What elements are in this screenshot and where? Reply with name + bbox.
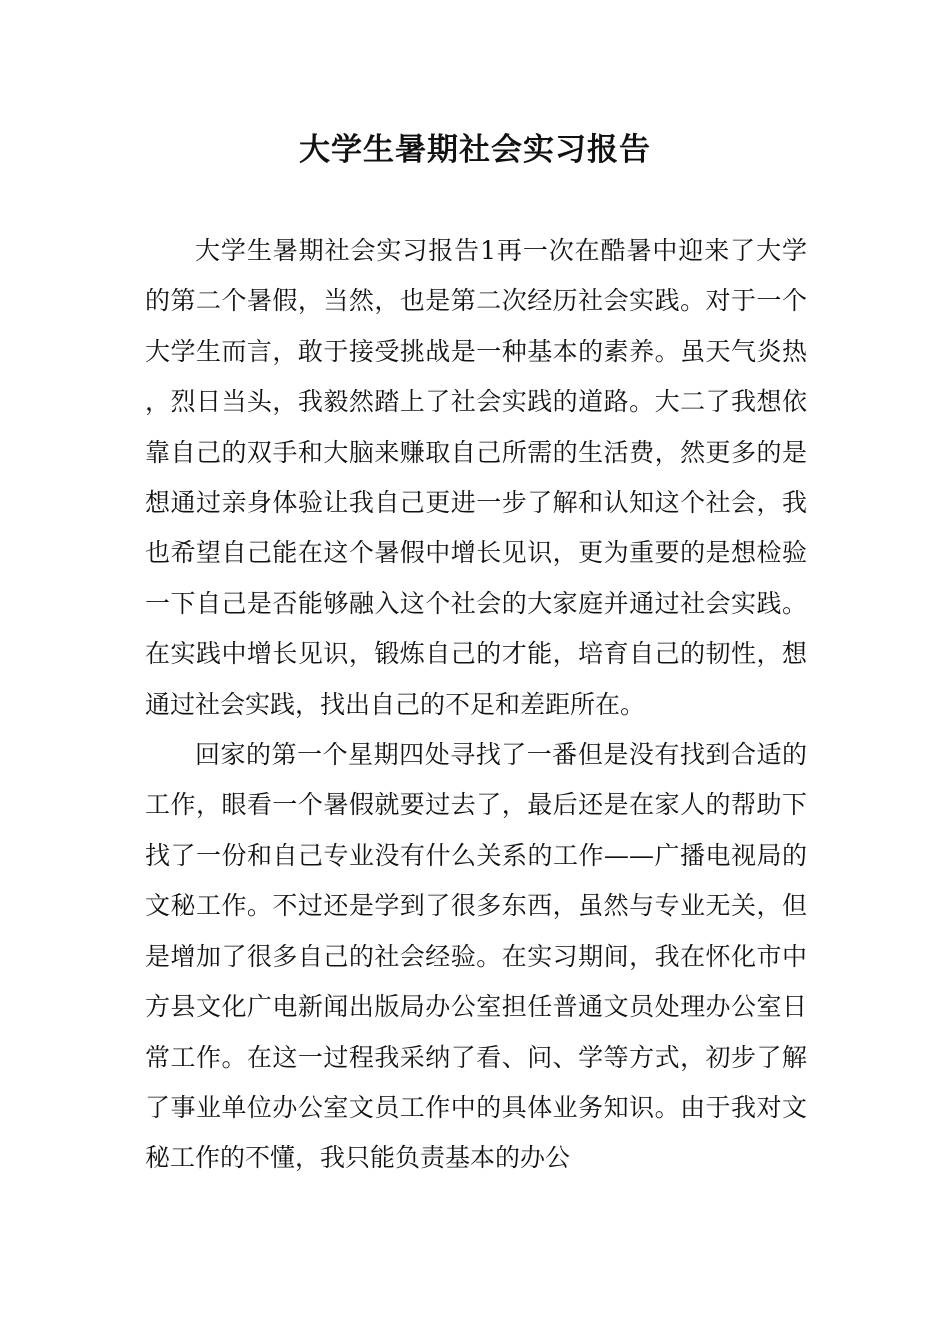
body-paragraph: 回家的第一个星期四处寻找了一番但是没有找到合适的工作，眼看一个暑假就要过去了，最后还是在家人的帮助下找了一份和自己专业没有什么关系的工作——广播电视局的文秘工作。不过还是学到了很多东西，虽然与专业无关，但是增加了很多自己的社会经验。在实习期间，我在怀化市中方县文化广电新闻出版局办公室担任普通文员处理办公室日常工作。在这一过程我采纳了看、问、学等方式，初步了解了事业单位办公室文员工作中的具体业务知识。由于我对文秘工作的不懂，我只能负责基本的办公 (145, 740, 807, 1173)
page-title: 大学生暑期社会实习报告 (299, 132, 651, 168)
body-paragraph: 大学生暑期社会实习报告1再一次在酷暑中迎来了大学的第二个暑假，当然，也是第二次经历社会实践。对于一个大学生而言，敢于接受挑战是一种基本的素养。虽天气炎热，烈日当头，我毅然踏上了社会实践的道路。大二了我想依靠自己的双手和大脑来赚取自己所需的生活费，然更多的是想通过亲身体验让我自己更进一步了解和认知这个社会，我也希望自己能在这个暑假中增长见识，更为重要的是想检验一下自己是否能够融入这个社会的大家庭并通过社会实践。在实践中增长见识，锻炼自己的才能，培育自己的韧性，想通过社会实践，找出自己的不足和差距所在。 (145, 236, 807, 719)
document-body (145, 226, 807, 1184)
